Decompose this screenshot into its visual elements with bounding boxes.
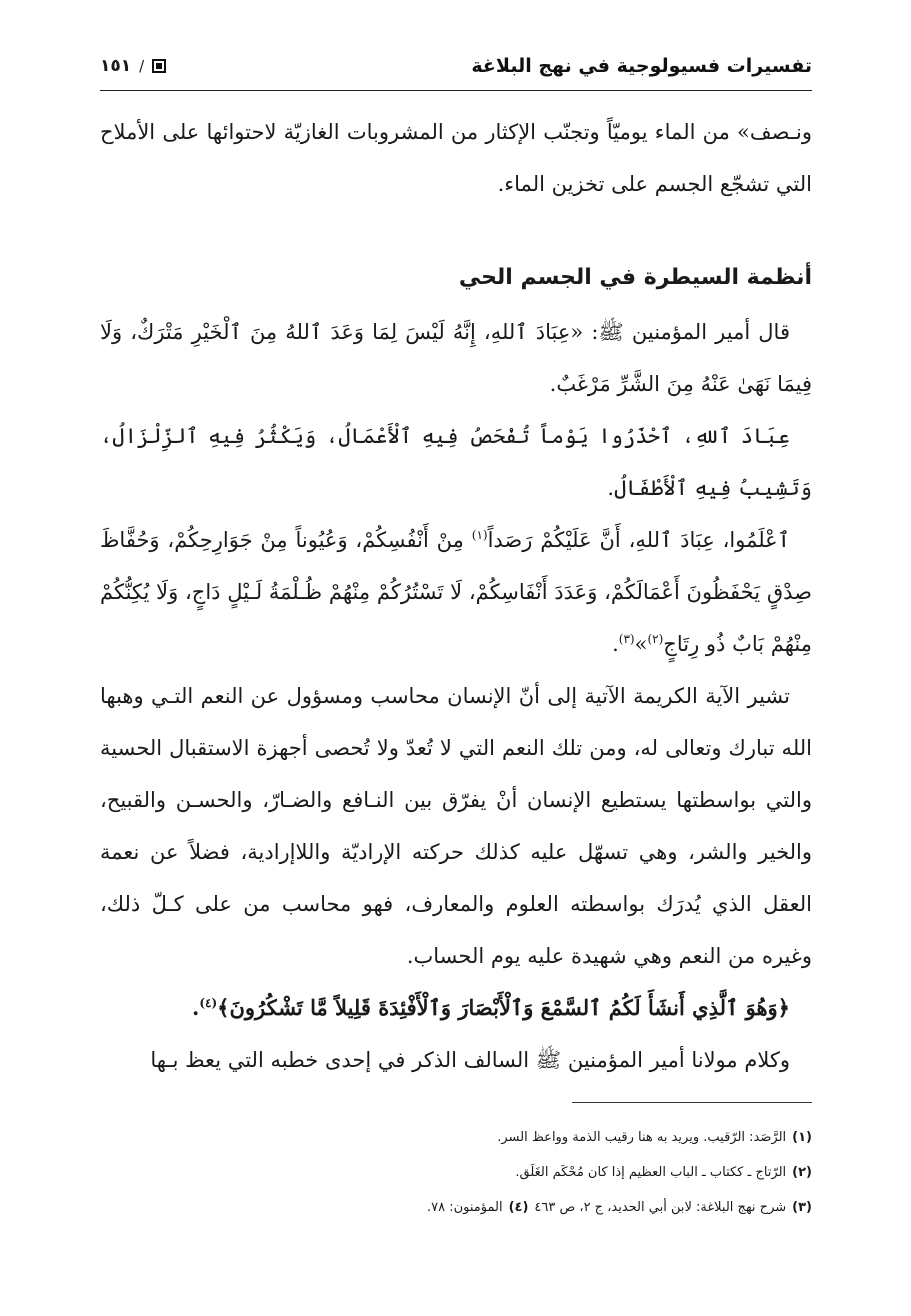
paragraph-quote-2: عِبَادَ ٱللهِ، ٱحْذَرُوا يَوْماً تُفْحَصُ فِيهِ ٱلْأَعْمَالُ، وَيَكْثُرُ فِيهِ ٱلزِّلْزَالُ، وَتَشِيبُ فِيهِ ٱلْأَطْفَالُ. [100,424,812,500]
quote-3-part-b: مِنْ أَنْفُسِكُمْ، وَعُيُوناً مِنْ جَوَارِحِكُمْ، وَحُفَّاظَ صِدْقٍ يَحْفَظُونَ أَعْمَالَكُمْ، وَعَدَدَ أَنْفَاسِكُمْ، لَا تَسْتُرُكُمْ مِنْهُمْ ظُـلْمَةُ لَـيْلٍ دَاجٍ، وَلَا يُكِنُّكُمْ مِنْهُمْ بَابٌ ذُو رِتَاجٍ [100,528,812,656]
paragraph-quote-3 [100,514,812,670]
verse-text: ﴿وَهُوَ ٱلَّذِي أَنشَأَ لَكُمُ ٱلسَّمْعَ وَٱلْأَبْصَارَ وَٱلْأَفْئِدَةَ قَلِيلاً مَّا تَشْكُرُونَ﴾ [217,995,790,1020]
header-page-number-group [100,56,166,76]
header-separator: / [139,57,145,75]
square-ornament-icon [152,59,166,73]
verse-end: . [192,995,200,1020]
section-heading: أنظمة السيطرة في الجسم الحي [458,265,812,290]
footnote-number-4: (٤) [508,1200,529,1215]
footnote-ref-4[interactable]: (٤) [199,996,218,1010]
footnote-ref-1[interactable]: (١) [471,528,488,542]
quote-3-close: » [634,632,648,656]
footnote-text-4: المؤمنون: ٧٨. [427,1200,503,1215]
quran-verse [100,982,812,1034]
book-page [100,40,812,1280]
running-header [100,48,812,84]
footnote-number: (٢) [792,1165,812,1180]
footnote-1 [100,1120,812,1155]
header-title: تفسيرات فسيولوجية في نهج البلاغة [471,55,812,77]
footnote-ref-2[interactable]: (٢) [647,632,664,646]
footnote-text: الرَّصَد: الرّقيب. ويريد به هنا رقيب الذمة وواعظ السر. [497,1130,787,1145]
footnote-text: الرّتاج ـ ككتاب ـ الباب العظيم إذا كان مُحْكَم الغَلَق. [515,1165,787,1180]
quote-3-part-a: ٱعْلَمُوا، عِبَادَ ٱللهِ، أَنَّ عَلَيْكُمْ رَصَداً [487,528,790,552]
footnote-2 [100,1155,812,1190]
page-number: ١٥١ [100,56,132,76]
paragraph-quote-intro: قال أمير المؤمنين ﷺ: «عِبَادَ ٱللهِ، إِنَّهُ لَيْسَ لِمَا وَعَدَ ٱللهُ مِنَ ٱلْخَيْرِ مَتْرَكٌ، وَلَا فِيمَا نَهَىٰ عَنْهُ مِنَ الشَّرِّ مَرْغَبٌ. [100,320,812,396]
footnote-number: (١) [792,1130,812,1145]
footnote-rule [572,1102,812,1103]
footnotes [100,1120,812,1225]
paragraph-continued: ونـصف» من الماء يوميّاً وتجنّب الإكثار من المشروبات الغازيّة لاحتوائها على الأملاح التي تشجّع الجسم على تخزين الماء. [100,120,812,196]
footnote-3-4 [100,1190,812,1225]
footnote-number: (٣) [792,1200,812,1215]
paragraph-commentary: تشير الآية الكريمة الآتية إلى أنّ الإنسان محاسب ومسؤول عن النعم التـي وهبها الله تبارك وتعالى له، ومن تلك النعم التي لا تُعدّ ولا تُحصى أجهزة الاستقبال الحسية والتي بواسطتها يستطيع الإنسان أنْ يفرّق بين النـافع والضـارّ، والحسـن والقبيح، والخير والشر، وهي تسهّل عليه كذلك حركته الإراديّة واللاإرادية، فضلاً عن نعمة العقل الذي يُدرَك بواسطته العلوم والمعارف، فهو محاسب من على كـلّ ذلك، وغيره من النعم وهي شهيدة عليه يوم الحساب. [100,684,812,968]
footnote-text: شرح نهج البلاغة: لابن أبي الحديد، ج ٢، ص ٤٦٣ [534,1200,787,1215]
header-rule [100,90,812,91]
body-text [100,106,812,1086]
paragraph-final: وكلام مولانا أمير المؤمنين ﷺ السالف الذكر في إحدى خطبه التي يعظ بـها [150,1048,790,1072]
quote-3-end: . [612,632,619,656]
footnote-ref-3[interactable]: (٣) [618,632,635,646]
